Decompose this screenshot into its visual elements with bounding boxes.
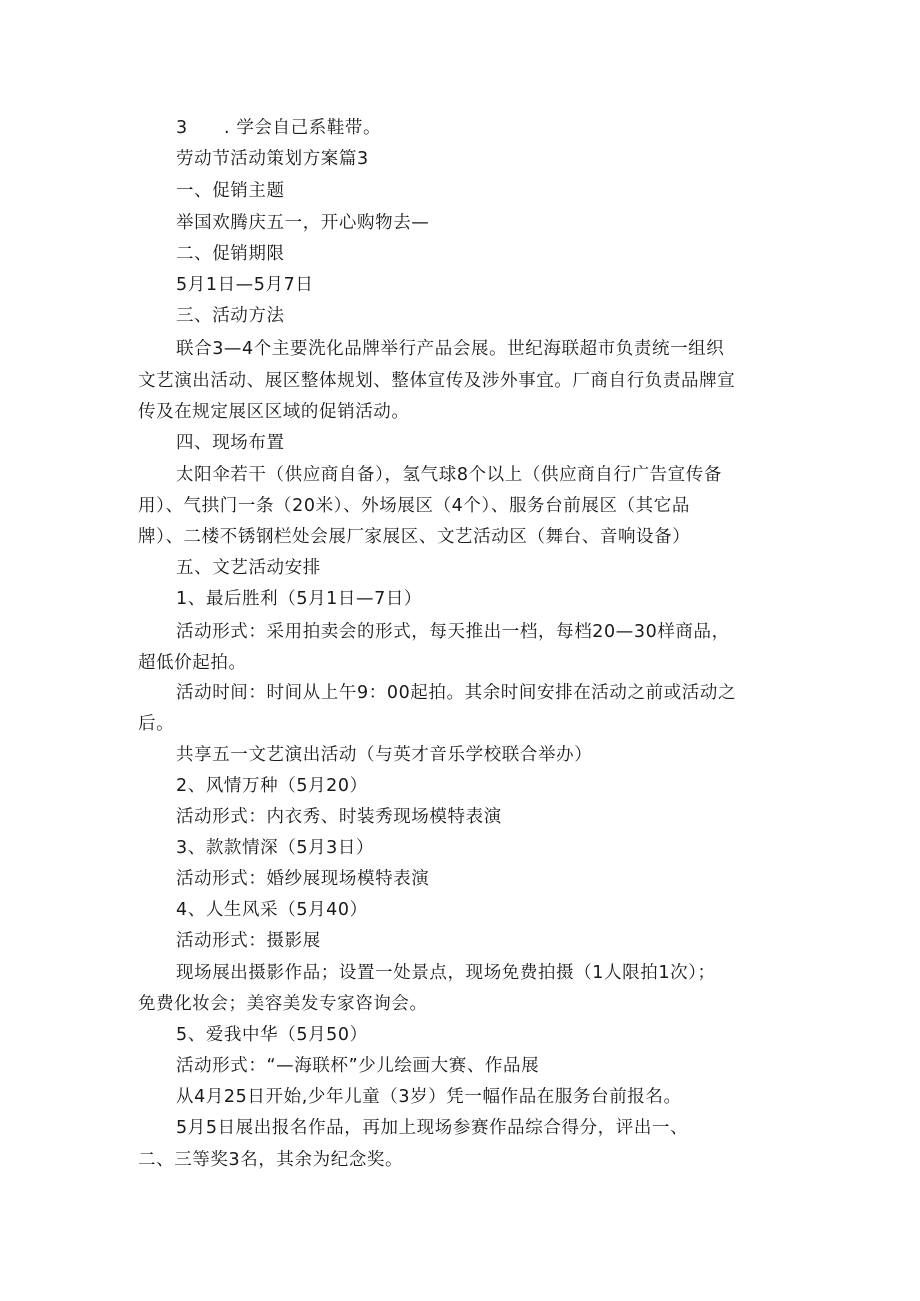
paragraph-line: 二、三等奖3名，其余为纪念奖。 xyxy=(138,1150,404,1170)
paragraph-line: 现场展出摄影作品；设置一处景点，现场免费拍摄（1人限拍1次）； xyxy=(176,963,716,983)
paragraph-line: 活动形式：“—海联杯”少儿绘画大赛、作品展 xyxy=(176,1056,540,1076)
paragraph-line: 太阳伞若干（供应商自备），氢气球8个以上（供应商自行广告宣传备 xyxy=(176,465,722,485)
paragraph-line: 联合3—4个主要洗化品牌举行产品会展。世纪海联超市负责统一组织 xyxy=(176,339,725,359)
section-title: 劳动节活动策划方案篇3 xyxy=(176,149,369,169)
paragraph-line: 免费化妆会；美容美发专家咨询会。 xyxy=(138,994,428,1014)
subheading: 4、人生风采（5月40） xyxy=(176,900,368,920)
paragraph-line: 超低价起拍。 xyxy=(138,653,247,673)
paragraph-line: 后。 xyxy=(138,714,175,734)
paragraph-line: 活动形式：婚纱展现场模特表演 xyxy=(176,869,430,889)
paragraph-line: 5月5日展出报名作品，再加上现场参赛作品综合得分，评出一、 xyxy=(176,1118,689,1138)
subheading: 5、爱我中华（5月50） xyxy=(176,1025,368,1045)
paragraph-line: 活动时间：时间从上午9：00起拍。其余时间安排在活动之前或活动之 xyxy=(176,683,737,703)
heading-promo-theme: 一、促销主题 xyxy=(176,181,285,201)
heading-site-layout: 四、现场布置 xyxy=(176,433,285,453)
paragraph-line: 活动形式：内衣秀、时装秀现场模特表演 xyxy=(176,807,502,827)
heading-arts-schedule: 五、文艺活动安排 xyxy=(176,558,321,578)
subheading: 2、风情万种（5月20） xyxy=(176,776,368,796)
paragraph-line: 文艺演出活动、展区整体规划、整体宣传及涉外事宜。厂商自行负责品牌宣 xyxy=(138,371,736,391)
heading-promo-period: 二、促销期限 xyxy=(176,244,285,264)
paragraph-line: 传及在规定展区区域的促销活动。 xyxy=(138,402,410,422)
paragraph-line: 举国欢腾庆五一，开心购物去— xyxy=(176,213,430,233)
paragraph-line: 5月1日—5月7日 xyxy=(176,275,314,295)
paragraph-line: 活动形式：摄影展 xyxy=(176,931,321,951)
paragraph-line: 共享五一文艺演出活动（与英才音乐学校联合举办） xyxy=(176,745,593,765)
paragraph-line: 从4月25日开始,少年儿童（3岁）凭一幅作品在服务台前报名。 xyxy=(176,1087,682,1107)
list-number: 3 xyxy=(176,118,188,138)
list-item-3 xyxy=(176,115,381,141)
list-item-text: . 学会自己系鞋带。 xyxy=(224,118,382,138)
paragraph-line: 用）、气拱门一条（20米）、外场展区（4个）、服务台前展区（其它品 xyxy=(138,496,690,516)
heading-activity-method: 三、活动方法 xyxy=(176,306,285,326)
paragraph-line: 活动形式：采用拍卖会的形式，每天推出一档，每档20—30样商品， xyxy=(176,622,730,642)
paragraph-line: 牌）、二楼不锈钢栏处会展厂家展区、文艺活动区（舞台、音响设备） xyxy=(138,527,691,547)
subheading: 3、款款情深（5月3日） xyxy=(176,838,375,858)
subheading: 1、最后胜利（5月1日—7日） xyxy=(176,589,423,609)
